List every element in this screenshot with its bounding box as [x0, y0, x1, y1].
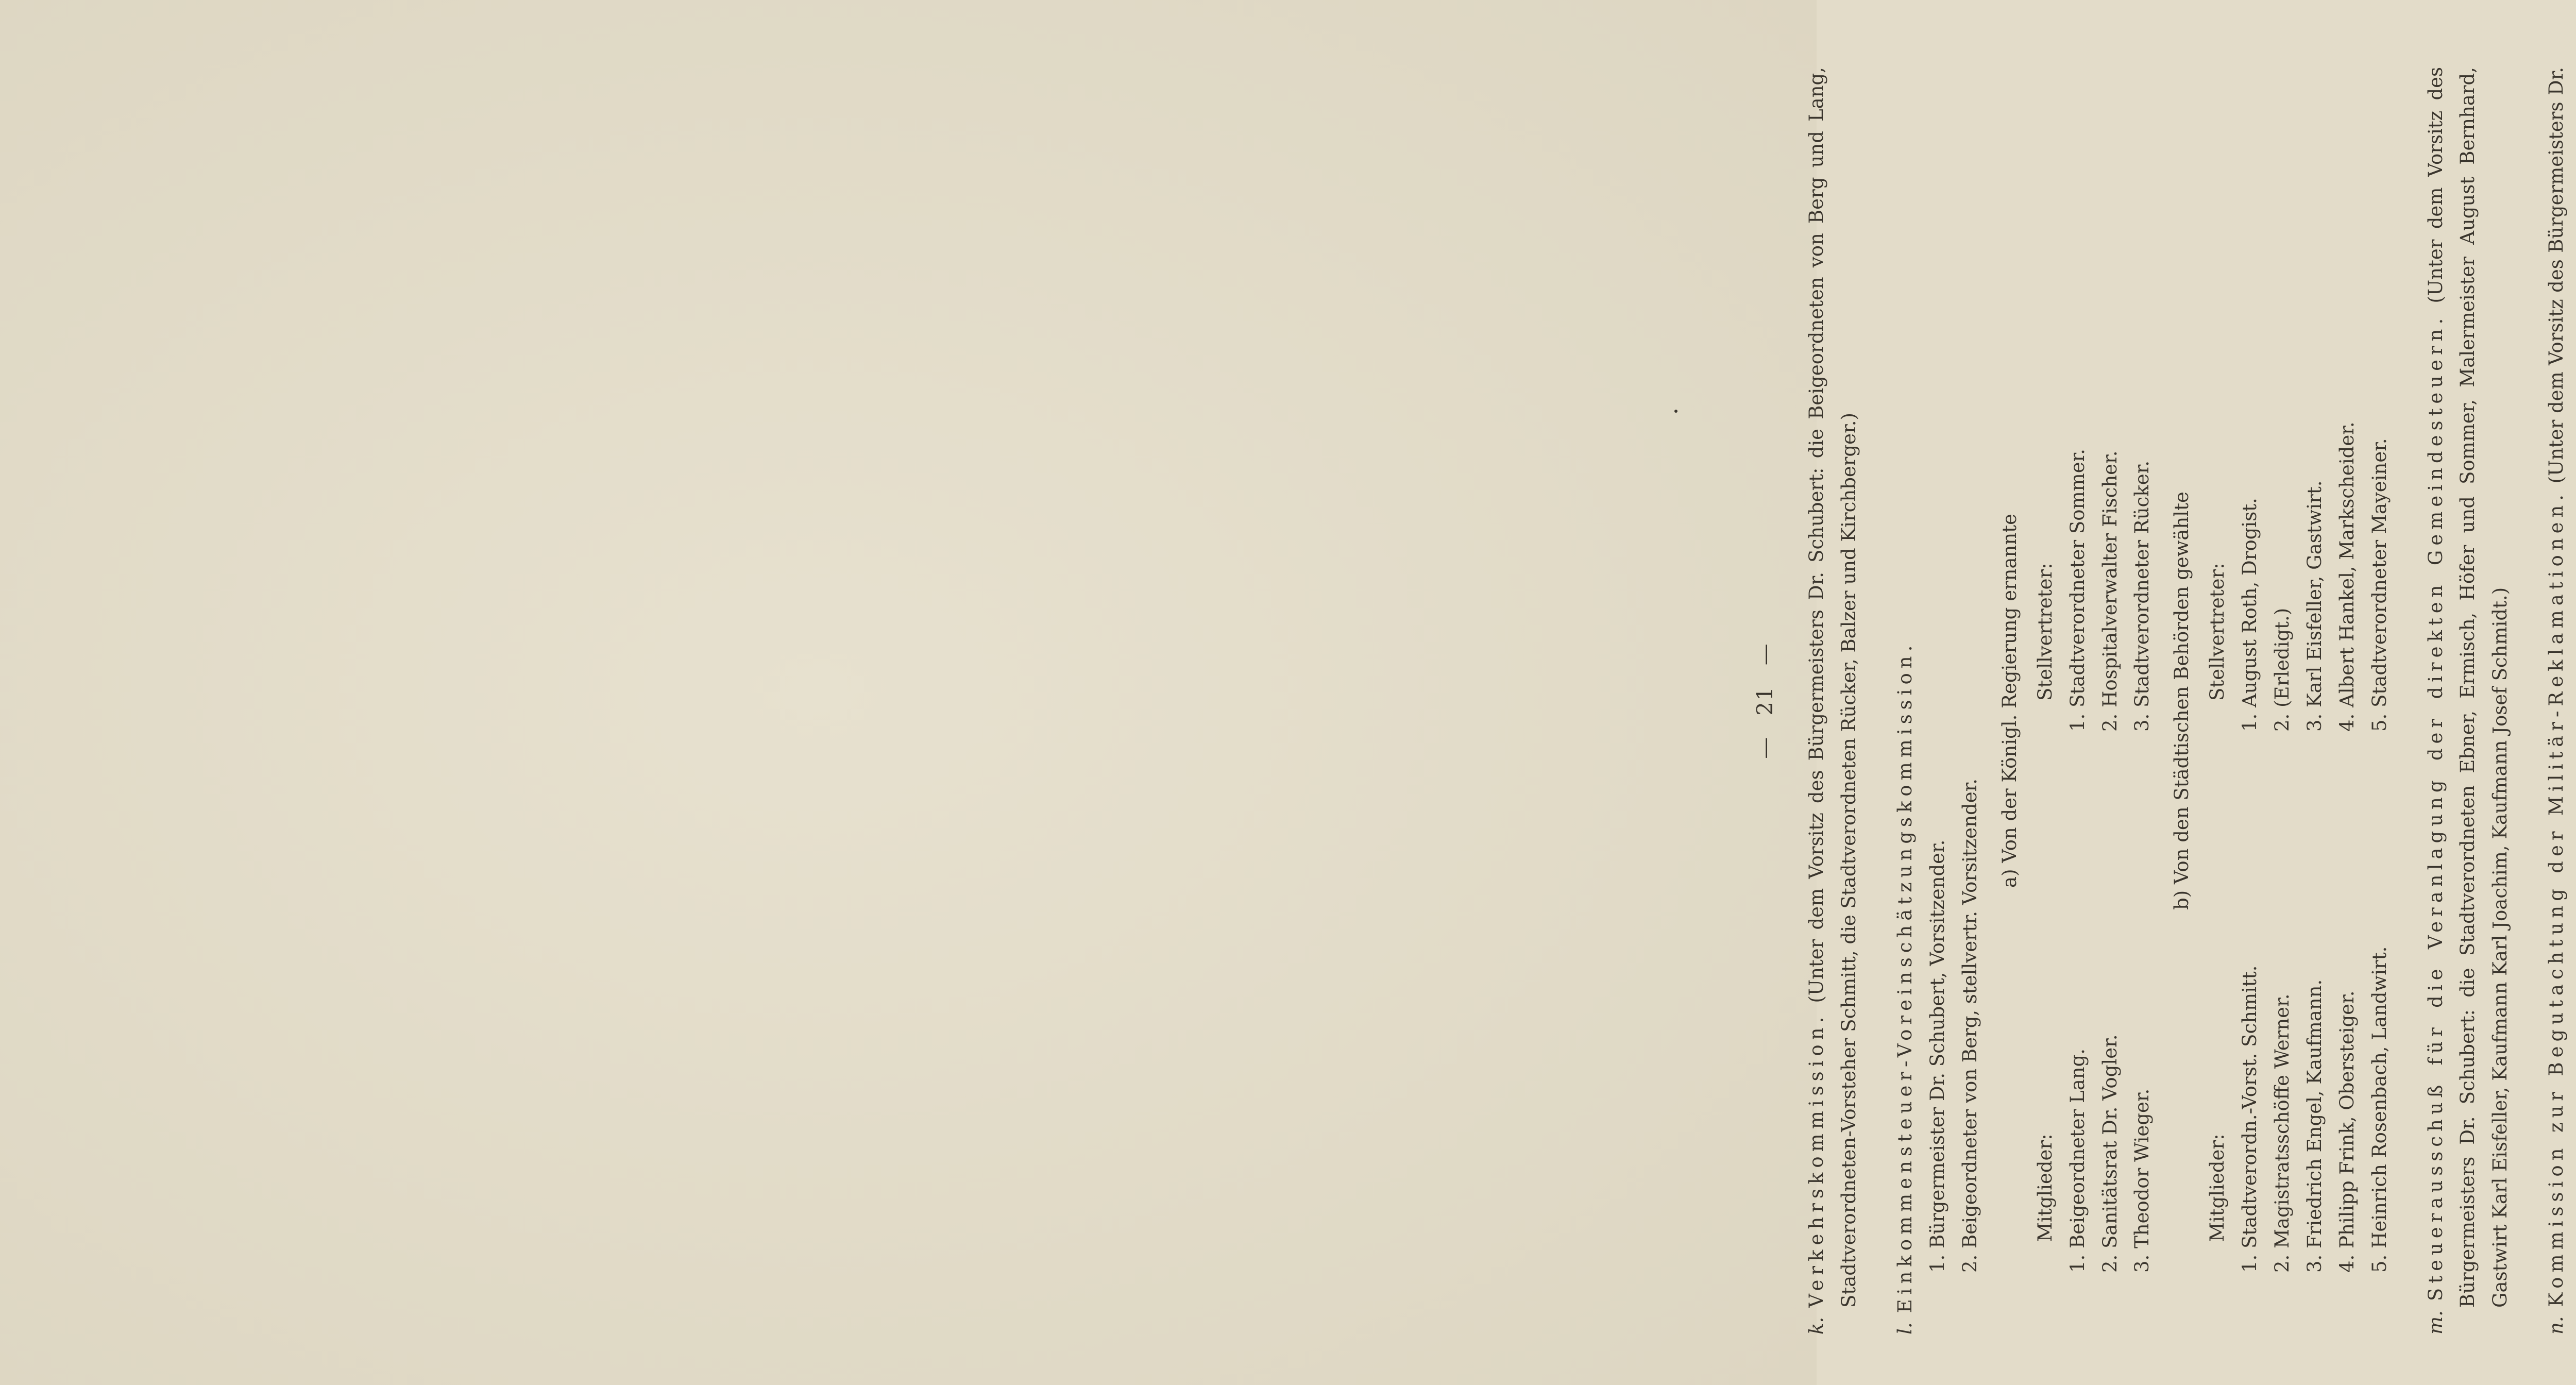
list-item: 3. Friedrich Engel, Kaufmann. — [2303, 979, 2326, 1273]
list-item: 1. Beigeordneter Lang. — [2066, 1048, 2089, 1273]
list-item: 1. Stadtverordneter Sommer. — [2066, 448, 2089, 732]
section-k — [1801, 67, 1866, 1335]
section-m — [2420, 67, 2517, 1335]
list-item: 1. Bürgermeister Dr. Schubert, Vorsitzender. — [1926, 839, 1949, 1273]
list-item: 2. Sanitätsrat Dr. Vogler. — [2098, 1034, 2121, 1273]
deputies-column-a — [2029, 191, 2159, 732]
column-header: Stellvertreter: — [2033, 563, 2056, 701]
list-item: 3. Stadtverordneter Rücker. — [2131, 460, 2154, 732]
rotated-text-block — [1747, 67, 2576, 1335]
section-text: (Unter dem Vorsitz des Bürgermeisters Dr. — [2545, 67, 2568, 484]
column-header: Mitglieder: — [2206, 1134, 2229, 1242]
members-column-a — [2029, 732, 2159, 1273]
section-text: (Unter dem Vorsitz des Bürgermeisters Dr. Schubert: die Beigeordneten von Berg und Lang, Stadtverordneten-Vorsteher Schmitt, die Stadtverordneten Rücker, Balzer und Kirchberger.) — [1805, 67, 1860, 1308]
chair-list — [1922, 67, 1987, 1273]
list-item: 2. (Erledigt.) — [2270, 607, 2293, 732]
column-header: Stellvertreter: — [2206, 563, 2229, 701]
section-text: (Unter dem Vorsitz des Bürgermeisters Dr. Schubert: die Stadtverordneten Ebner, Ermisch, Höfer und Sommer, Malermeister August Bernhard, Gastwirt Karl Eisfeller, Kaufmann Karl Joachim, Kaufmann Josef Schmidt.) — [2424, 66, 2512, 1308]
section-title: Einkommensteuer-Voreinschätzungskommission. — [1894, 640, 1917, 1313]
list-item: 2. Hospitalverwalter Fischer. — [2098, 450, 2121, 732]
section-title: Verkehrskommission. — [1805, 1012, 1828, 1308]
section-label: k. — [1805, 1316, 1828, 1335]
list-item: 3. Theodor Wieger. — [2131, 1088, 2154, 1273]
subheading-b: b) Von den Städtischen Behörden gewählte — [2171, 492, 2193, 910]
section-l — [1889, 67, 2396, 1335]
section-label: l. — [1894, 1322, 1917, 1335]
section-n — [2540, 67, 2576, 1335]
list-item: 4. Albert Hankel, Markscheider. — [2335, 421, 2358, 732]
list-item: 5. Heinrich Rosenbach, Landwirt. — [2368, 946, 2391, 1273]
list-item: 3. Karl Eisfeller, Gastwirt. — [2303, 480, 2326, 732]
list-item: 2. Beigeordneter von Berg, stellvertr. Vorsitzender. — [1958, 779, 1981, 1273]
page-number: 21 — [1752, 686, 1777, 716]
page-number-line: —21— — [1752, 643, 1777, 759]
deputies-column-b — [2201, 191, 2396, 732]
list-item: 4. Philipp Frink, Obersteiger. — [2335, 990, 2358, 1273]
list-item: 1. Stadtverordn.-Vorst. Schmitt. — [2239, 965, 2261, 1273]
list-item: 1. August Roth, Drogist. — [2239, 498, 2261, 732]
section-label: n. — [2545, 1316, 2568, 1335]
ink-speck — [1674, 410, 1677, 413]
section-label: m. — [2424, 1310, 2447, 1335]
list-item: 5. Stadtverordneter Mayeiner. — [2368, 438, 2391, 732]
members-column-b — [2201, 732, 2396, 1273]
section-title: Steuerausschuß für die Veranlagung der direkten Gemeindesteuern. — [2424, 313, 2447, 1302]
subheading-a: a) Von der Königl. Regierung ernannte — [1998, 514, 2021, 888]
column-header: Mitglieder: — [2033, 1134, 2056, 1242]
section-title: Kommission zur Begutachtung der Militär-Reklamationen. — [2545, 489, 2568, 1307]
list-item: 2. Magistratsschöffe Werner. — [2270, 993, 2293, 1273]
